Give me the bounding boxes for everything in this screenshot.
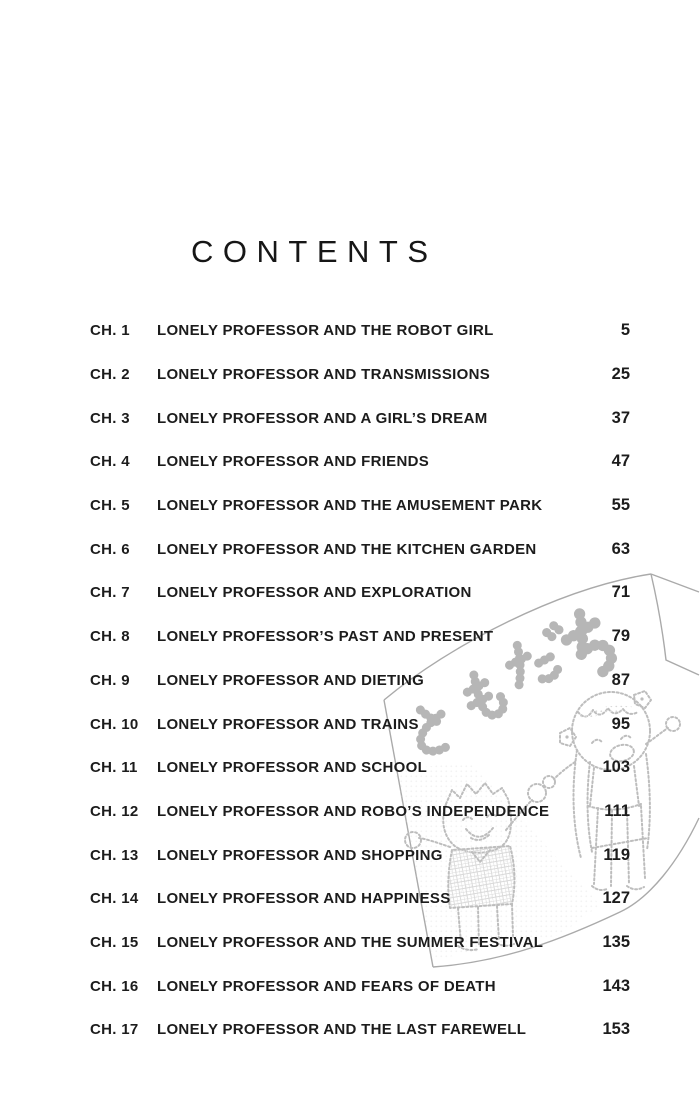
toc-chapter: CH. 17 xyxy=(90,1021,139,1039)
toc-title: LONELY PROFESSOR AND THE LAST FAREWELL xyxy=(157,1021,527,1039)
toc-chapter: CH. 8 xyxy=(90,628,130,646)
toc-page: 153 xyxy=(602,1020,630,1039)
toc-page: 87 xyxy=(611,670,630,689)
toc-chapter: CH. 4 xyxy=(90,453,130,471)
toc-row xyxy=(90,396,630,440)
toc-page: 63 xyxy=(611,539,630,558)
toc-row xyxy=(90,964,630,1008)
toc-row xyxy=(90,746,630,790)
toc-chapter: CH. 12 xyxy=(90,802,139,820)
toc-page: 143 xyxy=(602,976,630,995)
toc-chapter: CH. 5 xyxy=(90,497,130,515)
toc-chapter: CH. 3 xyxy=(90,409,130,427)
toc-chapter: CH. 9 xyxy=(90,671,130,689)
toc-page: 79 xyxy=(611,627,630,646)
toc-title: LONELY PROFESSOR AND SHOPPING xyxy=(157,846,443,864)
toc-title: LONELY PROFESSOR’S PAST AND PRESENT xyxy=(157,628,494,646)
toc-title: LONELY PROFESSOR AND FEARS OF DEATH xyxy=(157,977,496,995)
toc-row xyxy=(90,833,630,877)
toc-chapter: CH. 14 xyxy=(90,890,139,908)
toc-title: LONELY PROFESSOR AND DIETING xyxy=(157,671,425,689)
toc-title: LONELY PROFESSOR AND THE KITCHEN GARDEN xyxy=(157,540,537,558)
toc-row xyxy=(90,440,630,484)
toc-row xyxy=(90,527,630,571)
toc-page: 47 xyxy=(611,452,630,471)
toc-title: LONELY PROFESSOR AND THE SUMMER FESTIVAL xyxy=(157,933,544,951)
toc-row xyxy=(90,659,630,703)
toc-page: 71 xyxy=(611,583,630,602)
toc-row xyxy=(90,484,630,528)
toc-title: LONELY PROFESSOR AND THE AMUSEMENT PARK xyxy=(157,497,543,515)
toc-chapter: CH. 16 xyxy=(90,977,139,995)
toc-title: LONELY PROFESSOR AND TRANSMISSIONS xyxy=(157,366,491,384)
table-of-contents xyxy=(90,309,630,1052)
toc-row xyxy=(90,309,630,353)
toc-page: 37 xyxy=(611,408,630,427)
toc-page: 111 xyxy=(604,801,630,820)
toc-chapter: CH. 13 xyxy=(90,846,139,864)
toc-page: 25 xyxy=(611,365,630,384)
toc-row xyxy=(90,1008,630,1052)
toc-row xyxy=(90,790,630,834)
toc-chapter: CH. 6 xyxy=(90,540,130,558)
toc-title: LONELY PROFESSOR AND ROBO’S INDEPENDENCE xyxy=(157,802,550,820)
toc-chapter: CH. 1 xyxy=(90,322,130,340)
toc-title: LONELY PROFESSOR AND FRIENDS xyxy=(157,453,430,471)
toc-page: 127 xyxy=(602,889,630,908)
toc-row xyxy=(90,702,630,746)
toc-page: 103 xyxy=(602,758,630,777)
toc-page: 5 xyxy=(620,321,630,340)
toc-chapter: CH. 15 xyxy=(90,933,139,951)
toc-row xyxy=(90,877,630,921)
toc-title: LONELY PROFESSOR AND TRAINS xyxy=(157,715,419,733)
toc-chapter: CH. 11 xyxy=(90,759,138,777)
toc-page: 135 xyxy=(602,932,630,951)
toc-title: LONELY PROFESSOR AND HAPPINESS xyxy=(157,890,451,908)
toc-chapter: CH. 2 xyxy=(90,366,130,384)
toc-row xyxy=(90,353,630,397)
toc-page: 95 xyxy=(611,714,630,733)
page-title: CONTENTS xyxy=(191,234,438,269)
toc-page: 119 xyxy=(603,845,630,864)
toc-page: 55 xyxy=(611,496,630,515)
toc-title: LONELY PROFESSOR AND A GIRL’S DREAM xyxy=(157,409,488,427)
toc-chapter: CH. 10 xyxy=(90,715,139,733)
toc-row xyxy=(90,571,630,615)
toc-chapter: CH. 7 xyxy=(90,584,130,602)
toc-title: LONELY PROFESSOR AND SCHOOL xyxy=(157,759,428,777)
toc-title: LONELY PROFESSOR AND EXPLORATION xyxy=(157,584,472,602)
toc-row xyxy=(90,921,630,965)
toc-title: LONELY PROFESSOR AND THE ROBOT GIRL xyxy=(157,322,494,340)
toc-row xyxy=(90,615,630,659)
